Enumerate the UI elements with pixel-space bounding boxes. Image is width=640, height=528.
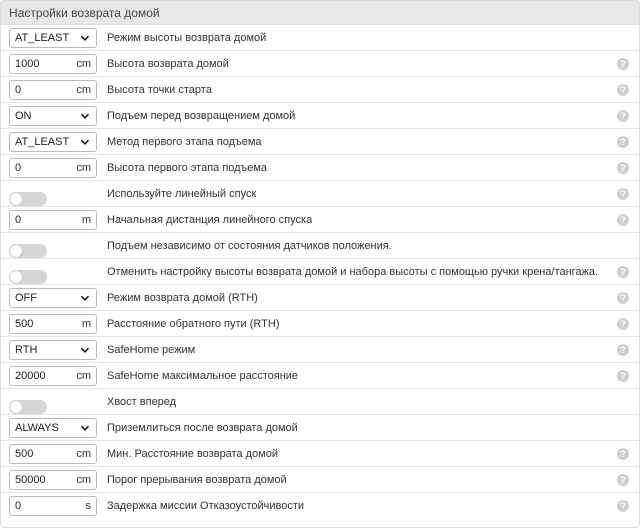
help-icon[interactable]: ? (617, 500, 629, 512)
help-icon[interactable]: ? (617, 370, 629, 382)
setting-row (1, 233, 639, 259)
unit-label: cm (76, 447, 91, 460)
setting-row (1, 415, 639, 441)
select-value: RTH (15, 343, 38, 356)
setting-label: Отменить настройку высоты возврата домой и набора высоты с помощью ручки крена/тангажа. (107, 265, 599, 278)
setting-label: Расстояние обратного пути (RTH) (107, 317, 280, 330)
help-icon[interactable]: ? (617, 474, 629, 486)
chevron-down-icon (80, 423, 90, 433)
setting-row (1, 181, 639, 207)
setting-label: Подъем перед возвращением домой (107, 109, 296, 122)
setting-toggle[interactable] (9, 192, 47, 206)
panel-header (1, 1, 639, 25)
panel-title: Настройки возврата домой (9, 5, 160, 20)
unit-label: cm (76, 83, 91, 96)
help-icon[interactable]: ? (617, 136, 629, 148)
toggle-knob (10, 271, 22, 283)
chevron-down-icon (80, 33, 90, 43)
setting-number-input[interactable] (9, 314, 97, 334)
unit-label: cm (76, 161, 91, 174)
toggle-knob (10, 401, 22, 413)
unit-label: cm (76, 57, 91, 70)
unit-label: m (81, 317, 91, 330)
setting-toggle[interactable] (9, 400, 47, 414)
toggle-knob (10, 245, 22, 257)
setting-row (1, 285, 639, 311)
help-icon[interactable]: ? (617, 266, 629, 278)
setting-row (1, 493, 639, 519)
setting-label: Режим высоты возврата домой (107, 31, 267, 44)
setting-number-input[interactable] (9, 444, 97, 464)
unit-label: cm (76, 473, 91, 486)
setting-number-input[interactable] (9, 158, 97, 178)
setting-label: SafeHome режим (107, 343, 196, 356)
help-icon[interactable]: ? (617, 84, 629, 96)
setting-label: Задержка миссии Отказоустойчивости (107, 500, 305, 512)
setting-number-input[interactable] (9, 496, 97, 516)
select-value: ON (15, 109, 32, 122)
help-icon[interactable]: ? (617, 318, 629, 330)
chevron-down-icon (80, 111, 90, 121)
setting-number-input[interactable] (9, 366, 97, 386)
setting-label: Приземлиться после возврата домой (107, 421, 298, 434)
setting-row (1, 207, 639, 233)
setting-row (1, 259, 639, 285)
setting-select[interactable] (9, 418, 97, 438)
setting-label: Начальная дистанция линейного спуска (107, 213, 313, 226)
setting-row (1, 103, 639, 129)
chevron-down-icon (80, 137, 90, 147)
help-icon[interactable]: ? (617, 58, 629, 70)
setting-label: Мин. Расстояние возврата домой (107, 447, 279, 460)
setting-toggle[interactable] (9, 244, 47, 258)
help-icon[interactable]: ? (617, 214, 629, 226)
setting-number-input[interactable] (9, 470, 97, 490)
input-value: 0 (15, 161, 22, 174)
setting-row (1, 363, 639, 389)
setting-select[interactable] (9, 132, 97, 152)
setting-label: Подъем независимо от состояния датчиков положения. (107, 239, 392, 252)
setting-row (1, 311, 639, 337)
setting-row (1, 25, 639, 51)
setting-toggle[interactable] (9, 270, 47, 284)
input-value: 1000 (15, 57, 40, 70)
select-value: AT_LEAST (15, 31, 70, 44)
help-icon[interactable]: ? (617, 344, 629, 356)
input-value: 500 (15, 447, 34, 460)
setting-row (1, 467, 639, 493)
help-icon[interactable]: ? (617, 188, 629, 200)
input-value: 0 (15, 500, 22, 512)
help-icon[interactable]: ? (617, 162, 629, 174)
setting-number-input[interactable] (9, 210, 97, 230)
select-value: AT_LEAST (15, 135, 70, 148)
setting-label: Режим возврата домой (RTH) (107, 291, 258, 304)
help-icon[interactable]: ? (617, 292, 629, 304)
setting-label: SafeHome максимальное расстояние (107, 369, 299, 382)
chevron-down-icon (80, 293, 90, 303)
help-icon[interactable]: ? (617, 448, 629, 460)
input-value: 20000 (15, 369, 46, 382)
setting-row (1, 129, 639, 155)
input-value: 50000 (15, 473, 46, 486)
setting-label: Используйте линейный спуск (107, 187, 257, 200)
setting-select[interactable] (9, 340, 97, 360)
setting-row (1, 155, 639, 181)
setting-label: Высота первого этапа подъема (107, 161, 268, 174)
setting-row (1, 337, 639, 363)
settings-list (1, 25, 639, 519)
setting-row (1, 441, 639, 467)
setting-label: Хвост вперед (107, 395, 177, 408)
setting-row (1, 389, 639, 415)
unit-label: m (81, 213, 91, 226)
setting-select[interactable] (9, 28, 97, 48)
setting-select[interactable] (9, 106, 97, 126)
setting-label: Высота возврата домой (107, 57, 229, 70)
select-value: ALWAYS (15, 421, 59, 434)
setting-row (1, 77, 639, 103)
toggle-knob (10, 193, 22, 205)
input-value: 0 (15, 213, 22, 226)
unit-label: cm (76, 369, 91, 382)
help-icon[interactable]: ? (617, 110, 629, 122)
input-value: 0 (15, 83, 22, 96)
unit-label: s (85, 500, 91, 512)
input-value: 500 (15, 317, 34, 330)
setting-label: Порог прерывания возврата домой (107, 473, 287, 486)
chevron-down-icon (80, 345, 90, 355)
setting-label: Высота точки старта (107, 83, 212, 96)
setting-row (1, 51, 639, 77)
setting-number-input[interactable] (9, 54, 97, 74)
setting-label: Метод первого этапа подъема (107, 135, 262, 148)
setting-number-input[interactable] (9, 80, 97, 100)
setting-select[interactable] (9, 288, 97, 308)
select-value: OFF (15, 291, 37, 304)
